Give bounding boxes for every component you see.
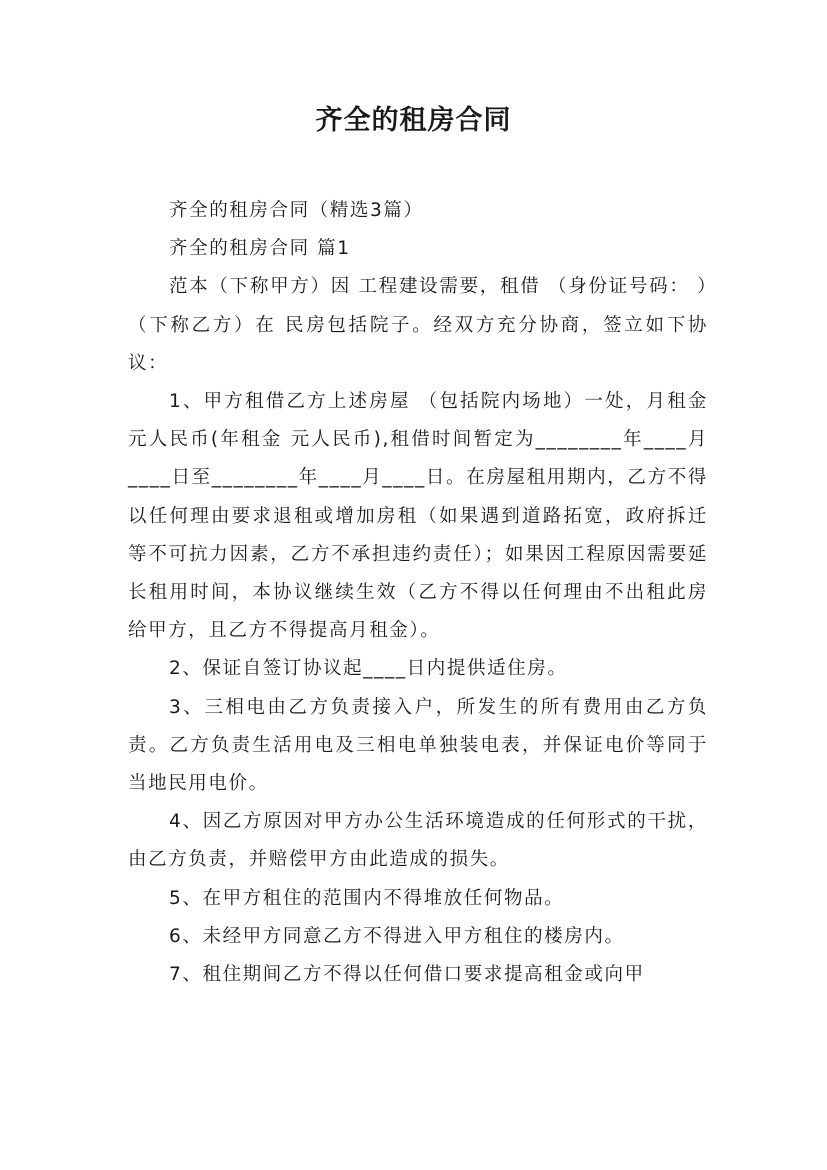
clause-5-paragraph: 5、在甲方租住的范围内不得堆放任何物品。 (169, 887, 565, 909)
preamble-paragraph: 范本（下称甲方）因 工程建设需要，租借 （身份证号码： ）（下称乙方）在 民房包括院子。经双方充分协商，签立如下协议： (128, 276, 708, 374)
document-body (128, 192, 708, 994)
clause-7-paragraph: 7、租住期间乙方不得以任何借口要求提高租金或向甲 (169, 964, 645, 986)
clause-1-paragraph: 1、甲方租借乙方上述房屋 （包括院内场地）一处，月租金元人民币(年租金 元人民币),租借时间暂定为________年____月____日至________年____月____日。在房屋租用期内，乙方不得以任何理由要求退租或增加房租（如果遇到道路拓宽，政府拆迁等不可抗力因素，乙方不承担违约责任）；如果因工程原因需要延长租用时间，本协议继续生效（乙方不得以任何理由不出租此房给甲方，且乙方不得提高月租金）。 (128, 391, 708, 642)
clause-2-paragraph: 2、保证自签订协议起____日内提供适住房。 (169, 658, 568, 680)
clause-3-paragraph: 3、三相电由乙方负责接入户，所发生的所有费用由乙方负责。乙方负责生活用电及三相电单独装电表，并保证电价等同于当地民用电价。 (128, 696, 708, 795)
subtitle-paragraph: 齐全的租房合同（精选3篇） (169, 200, 424, 221)
clause-6-paragraph: 6、未经甲方同意乙方不得进入甲方租住的楼房内。 (169, 925, 625, 947)
clause-4-paragraph: 4、因乙方原因对甲方办公生活环境造成的任何形式的干扰，由乙方负责，并赔偿甲方由此造成的损失。 (128, 811, 708, 871)
section-heading: 齐全的租房合同 篇1 (169, 238, 351, 260)
document-title: 齐全的租房合同 (315, 105, 512, 136)
